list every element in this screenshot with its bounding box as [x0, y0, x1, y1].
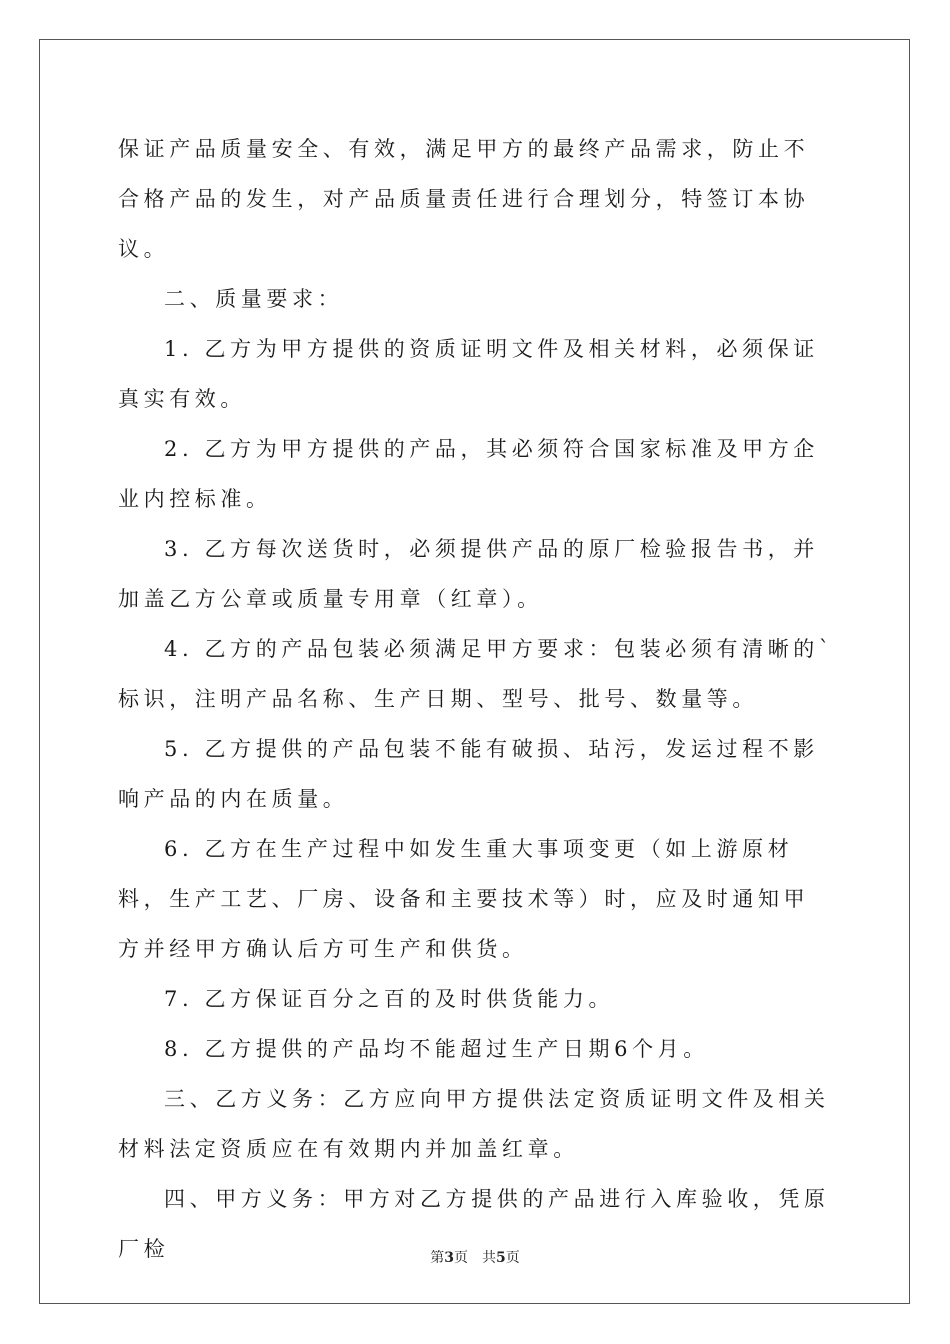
clause-6: 6. 乙方在生产过程中如发生重大事项变更（如上游原材料，生产工艺、厂房、设备和主要技术等）时，应及时通知甲方并经甲方确认后方可生产和供货。 [118, 837, 810, 961]
section-party-b-obligations: 三、乙方义务：乙方应向甲方提供法定资质证明文件及相关材料法定资质应在有效期内并加盖红章。 [118, 1087, 830, 1161]
page-suffix: 页 [454, 1250, 468, 1266]
clause-5: 5. 乙方提供的产品包装不能有破损、玷污，发运过程不影响产品的内在质量。 [118, 737, 819, 811]
total-prefix: 共 [482, 1250, 496, 1266]
clause-2: 2. 乙方为甲方提供的产品，其必须符合国家标准及甲方企业内控标准。 [118, 437, 819, 511]
clause-7: 7. 乙方保证百分之百的及时供货能力。 [164, 987, 615, 1011]
page-number: 3 [444, 1250, 454, 1266]
clause-1: 1. 乙方为甲方提供的资质证明文件及相关材料，必须保证真实有效。 [118, 337, 819, 411]
total-suffix: 页 [505, 1250, 520, 1266]
page-footer [0, 1247, 950, 1267]
paragraph-intro-continued: 保证产品质量安全、有效，满足甲方的最终产品需求，防止不合格产品的发生，对产品质量责任进行合理划分，特签订本协议。 [118, 137, 810, 261]
clause-4: 4. 乙方的产品包装必须满足甲方要求：包装必须有清晰的`标识，注明产品名称、生产日期、型号、批号、数量等。 [118, 637, 835, 711]
page-prefix: 第 [430, 1250, 445, 1266]
clause-8: 8. 乙方提供的产品均不能超过生产日期6个月。 [164, 1037, 709, 1061]
clause-3: 3. 乙方每次送货时，必须提供产品的原厂检验报告书，并加盖乙方公章或质量专用章（红章）。 [118, 537, 819, 611]
section-party-a-obligations: 四、甲方义务：甲方对乙方提供的产品进行入库验收，凭原厂检 [118, 1187, 830, 1261]
document-body [118, 124, 834, 1274]
total-pages: 5 [496, 1250, 506, 1266]
section-heading-quality: 二、质量要求： [164, 287, 344, 311]
